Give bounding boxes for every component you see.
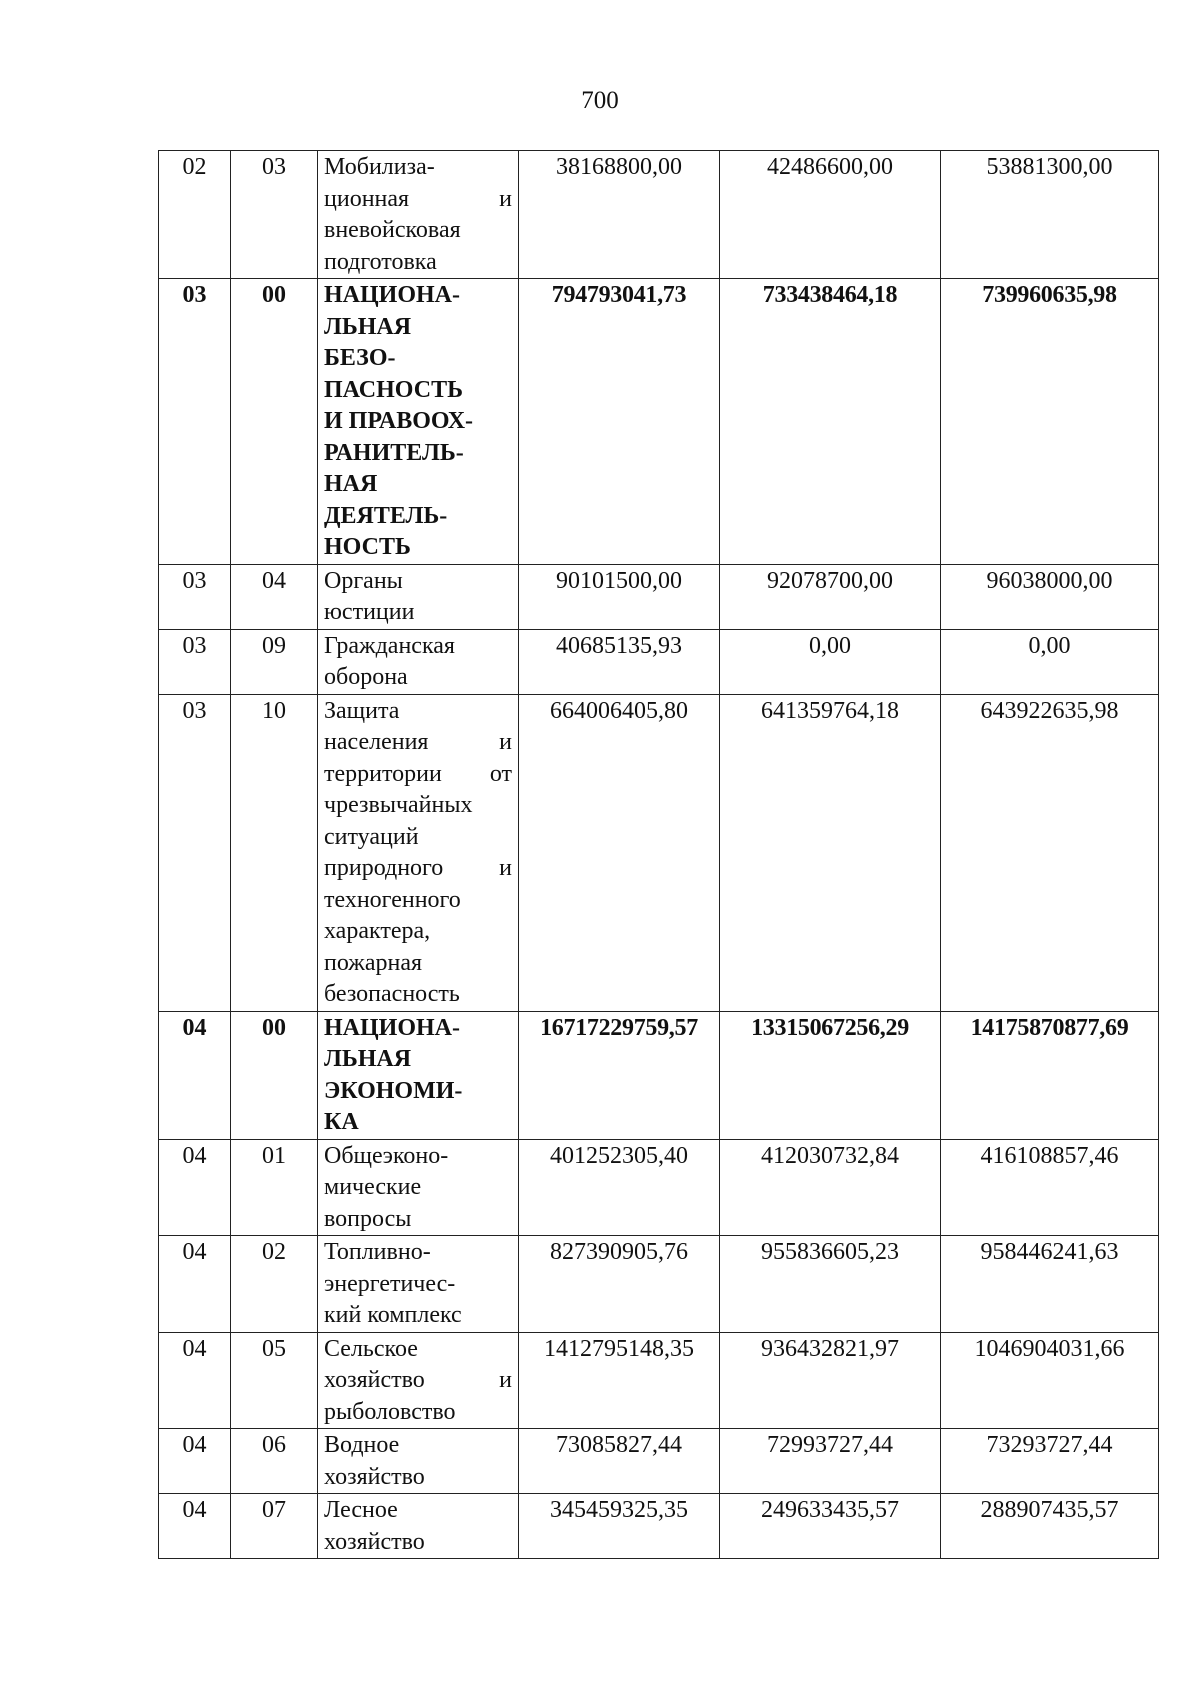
table-body — [159, 151, 1159, 1559]
table-row — [159, 151, 1159, 279]
amount-year-3-cell: 14175870877,69 — [941, 1011, 1159, 1139]
table-row — [159, 629, 1159, 694]
section-name-line: ционная и — [324, 185, 512, 212]
section-name-line: мические — [324, 1174, 422, 1200]
amount-year-3-cell: 958446241,63 — [941, 1236, 1159, 1333]
section-name-line: Гражданская — [324, 632, 455, 659]
amount-year-1-cell: 1412795148,35 — [519, 1332, 720, 1429]
section-name-line: ЛЬНАЯ — [324, 313, 412, 340]
section-code-cell: 03 — [159, 694, 231, 1011]
section-name-line: Общеэконо- — [324, 1142, 449, 1169]
section-name-line: ПАСНОСТЬ — [324, 376, 463, 403]
section-name-cell — [318, 694, 519, 1011]
section-name-line: Защита — [324, 697, 400, 724]
amount-year-2-cell: 249633435,57 — [720, 1494, 941, 1559]
subsection-code-cell: 06 — [231, 1429, 318, 1494]
section-name-line: БЕЗО- — [324, 345, 396, 371]
subsection-code-cell: 04 — [231, 564, 318, 629]
amount-year-2-cell: 955836605,23 — [720, 1236, 941, 1333]
amount-year-2-cell: 0,00 — [720, 629, 941, 694]
section-name-line: чрезвычайных — [324, 792, 473, 818]
section-name-line: вневойсковая — [324, 217, 461, 243]
section-name-line: подготовка — [324, 248, 437, 275]
amount-year-1-cell: 827390905,76 — [519, 1236, 720, 1333]
section-name-line: ЭКОНОМИ- — [324, 1077, 463, 1104]
table-row — [159, 1236, 1159, 1333]
table-row — [159, 1429, 1159, 1494]
section-name-line: НАЦИОНА- — [324, 1014, 460, 1041]
amount-year-2-cell: 13315067256,29 — [720, 1011, 941, 1139]
table-row — [159, 694, 1159, 1011]
section-code-cell: 04 — [159, 1236, 231, 1333]
section-name-cell — [318, 151, 519, 279]
amount-year-1-cell: 38168800,00 — [519, 151, 720, 279]
section-name-cell — [318, 279, 519, 565]
amount-year-3-cell: 1046904031,66 — [941, 1332, 1159, 1429]
budget-table — [158, 150, 1159, 1559]
section-name-line: РАНИТЕЛЬ- — [324, 439, 464, 466]
subsection-code-cell: 02 — [231, 1236, 318, 1333]
section-name-line: НАЦИОНА- — [324, 282, 460, 308]
section-name-line: населения и — [324, 729, 512, 755]
amount-year-2-cell: 412030732,84 — [720, 1139, 941, 1236]
section-name-line: НОСТЬ — [324, 534, 411, 560]
section-code-cell: 04 — [159, 1139, 231, 1236]
subsection-code-cell: 03 — [231, 151, 318, 279]
section-name-line: юстиции — [324, 599, 415, 625]
section-code-cell: 04 — [159, 1494, 231, 1559]
section-name-line: техногенного — [324, 886, 461, 913]
amount-year-1-cell: 794793041,73 — [519, 279, 720, 565]
amount-year-2-cell: 936432821,97 — [720, 1332, 941, 1429]
section-name-line: ЛЬНАЯ — [324, 1046, 412, 1072]
amount-year-3-cell: 288907435,57 — [941, 1494, 1159, 1559]
section-code-cell: 03 — [159, 629, 231, 694]
subsection-code-cell: 07 — [231, 1494, 318, 1559]
subsection-code-cell: 01 — [231, 1139, 318, 1236]
amount-year-1-cell: 73085827,44 — [519, 1429, 720, 1494]
section-name-line: Органы — [324, 567, 403, 594]
section-name-cell — [318, 564, 519, 629]
table-row — [159, 1332, 1159, 1429]
amount-year-3-cell: 0,00 — [941, 629, 1159, 694]
amount-year-1-cell: 401252305,40 — [519, 1139, 720, 1236]
table-row — [159, 1011, 1159, 1139]
section-name-line: Сельское — [324, 1335, 418, 1362]
amount-year-1-cell: 40685135,93 — [519, 629, 720, 694]
section-name-line: природного и — [324, 855, 512, 881]
subsection-code-cell: 09 — [231, 629, 318, 694]
section-code-cell: 03 — [159, 279, 231, 565]
amount-year-2-cell: 42486600,00 — [720, 151, 941, 279]
amount-year-2-cell: 641359764,18 — [720, 694, 941, 1011]
amount-year-3-cell: 53881300,00 — [941, 151, 1159, 279]
section-code-cell: 04 — [159, 1011, 231, 1139]
amount-year-2-cell: 733438464,18 — [720, 279, 941, 565]
section-name-line: рыболовство — [324, 1398, 456, 1425]
section-name-cell — [318, 1429, 519, 1494]
amount-year-1-cell: 90101500,00 — [519, 564, 720, 629]
subsection-code-cell: 10 — [231, 694, 318, 1011]
section-name-cell — [318, 629, 519, 694]
amount-year-3-cell: 73293727,44 — [941, 1429, 1159, 1494]
section-name-line: хозяйство — [324, 1463, 425, 1490]
section-name-cell — [318, 1011, 519, 1139]
table-row — [159, 1139, 1159, 1236]
section-name-line: хозяйство — [324, 1528, 425, 1555]
amount-year-3-cell: 96038000,00 — [941, 564, 1159, 629]
section-name-line: территории от — [324, 760, 512, 787]
table-row — [159, 1494, 1159, 1559]
section-name-line: вопросы — [324, 1205, 412, 1232]
amount-year-3-cell: 643922635,98 — [941, 694, 1159, 1011]
section-name-cell — [318, 1139, 519, 1236]
amount-year-2-cell: 92078700,00 — [720, 564, 941, 629]
subsection-code-cell: 00 — [231, 1011, 318, 1139]
page-number: 700 — [581, 87, 619, 114]
amount-year-3-cell: 739960635,98 — [941, 279, 1159, 565]
section-name-line: характера, — [324, 918, 431, 944]
section-name-cell — [318, 1332, 519, 1429]
section-name-line: ДЕЯТЕЛЬ- — [324, 502, 448, 529]
section-code-cell: 03 — [159, 564, 231, 629]
section-code-cell: 04 — [159, 1429, 231, 1494]
table-row — [159, 279, 1159, 565]
section-name-line: НАЯ — [324, 471, 378, 497]
section-code-cell: 04 — [159, 1332, 231, 1429]
amount-year-3-cell: 416108857,46 — [941, 1139, 1159, 1236]
section-name-cell — [318, 1236, 519, 1333]
subsection-code-cell: 05 — [231, 1332, 318, 1429]
section-name-line: безопасность — [324, 981, 460, 1007]
section-name-line: оборона — [324, 664, 408, 690]
amount-year-1-cell: 16717229759,57 — [519, 1011, 720, 1139]
section-name-line: Топливно- — [324, 1239, 431, 1265]
section-name-line: пожарная — [324, 949, 423, 976]
section-name-line: Водное — [324, 1432, 400, 1458]
section-name-cell — [318, 1494, 519, 1559]
section-name-line: энергетичес- — [324, 1270, 456, 1297]
section-name-line: хозяйство и — [324, 1367, 512, 1393]
amount-year-2-cell: 72993727,44 — [720, 1429, 941, 1494]
amount-year-1-cell: 664006405,80 — [519, 694, 720, 1011]
section-name-line: Мобилиза- — [324, 154, 435, 180]
amount-year-1-cell: 345459325,35 — [519, 1494, 720, 1559]
section-name-line: Лесное — [324, 1497, 398, 1523]
section-name-line: ситуаций — [324, 823, 419, 850]
section-name-line: кий комплекс — [324, 1302, 462, 1328]
section-name-line: И ПРАВООХ- — [324, 408, 474, 434]
section-code-cell: 02 — [159, 151, 231, 279]
section-name-line: КА — [324, 1109, 359, 1135]
subsection-code-cell: 00 — [231, 279, 318, 565]
table-row — [159, 564, 1159, 629]
